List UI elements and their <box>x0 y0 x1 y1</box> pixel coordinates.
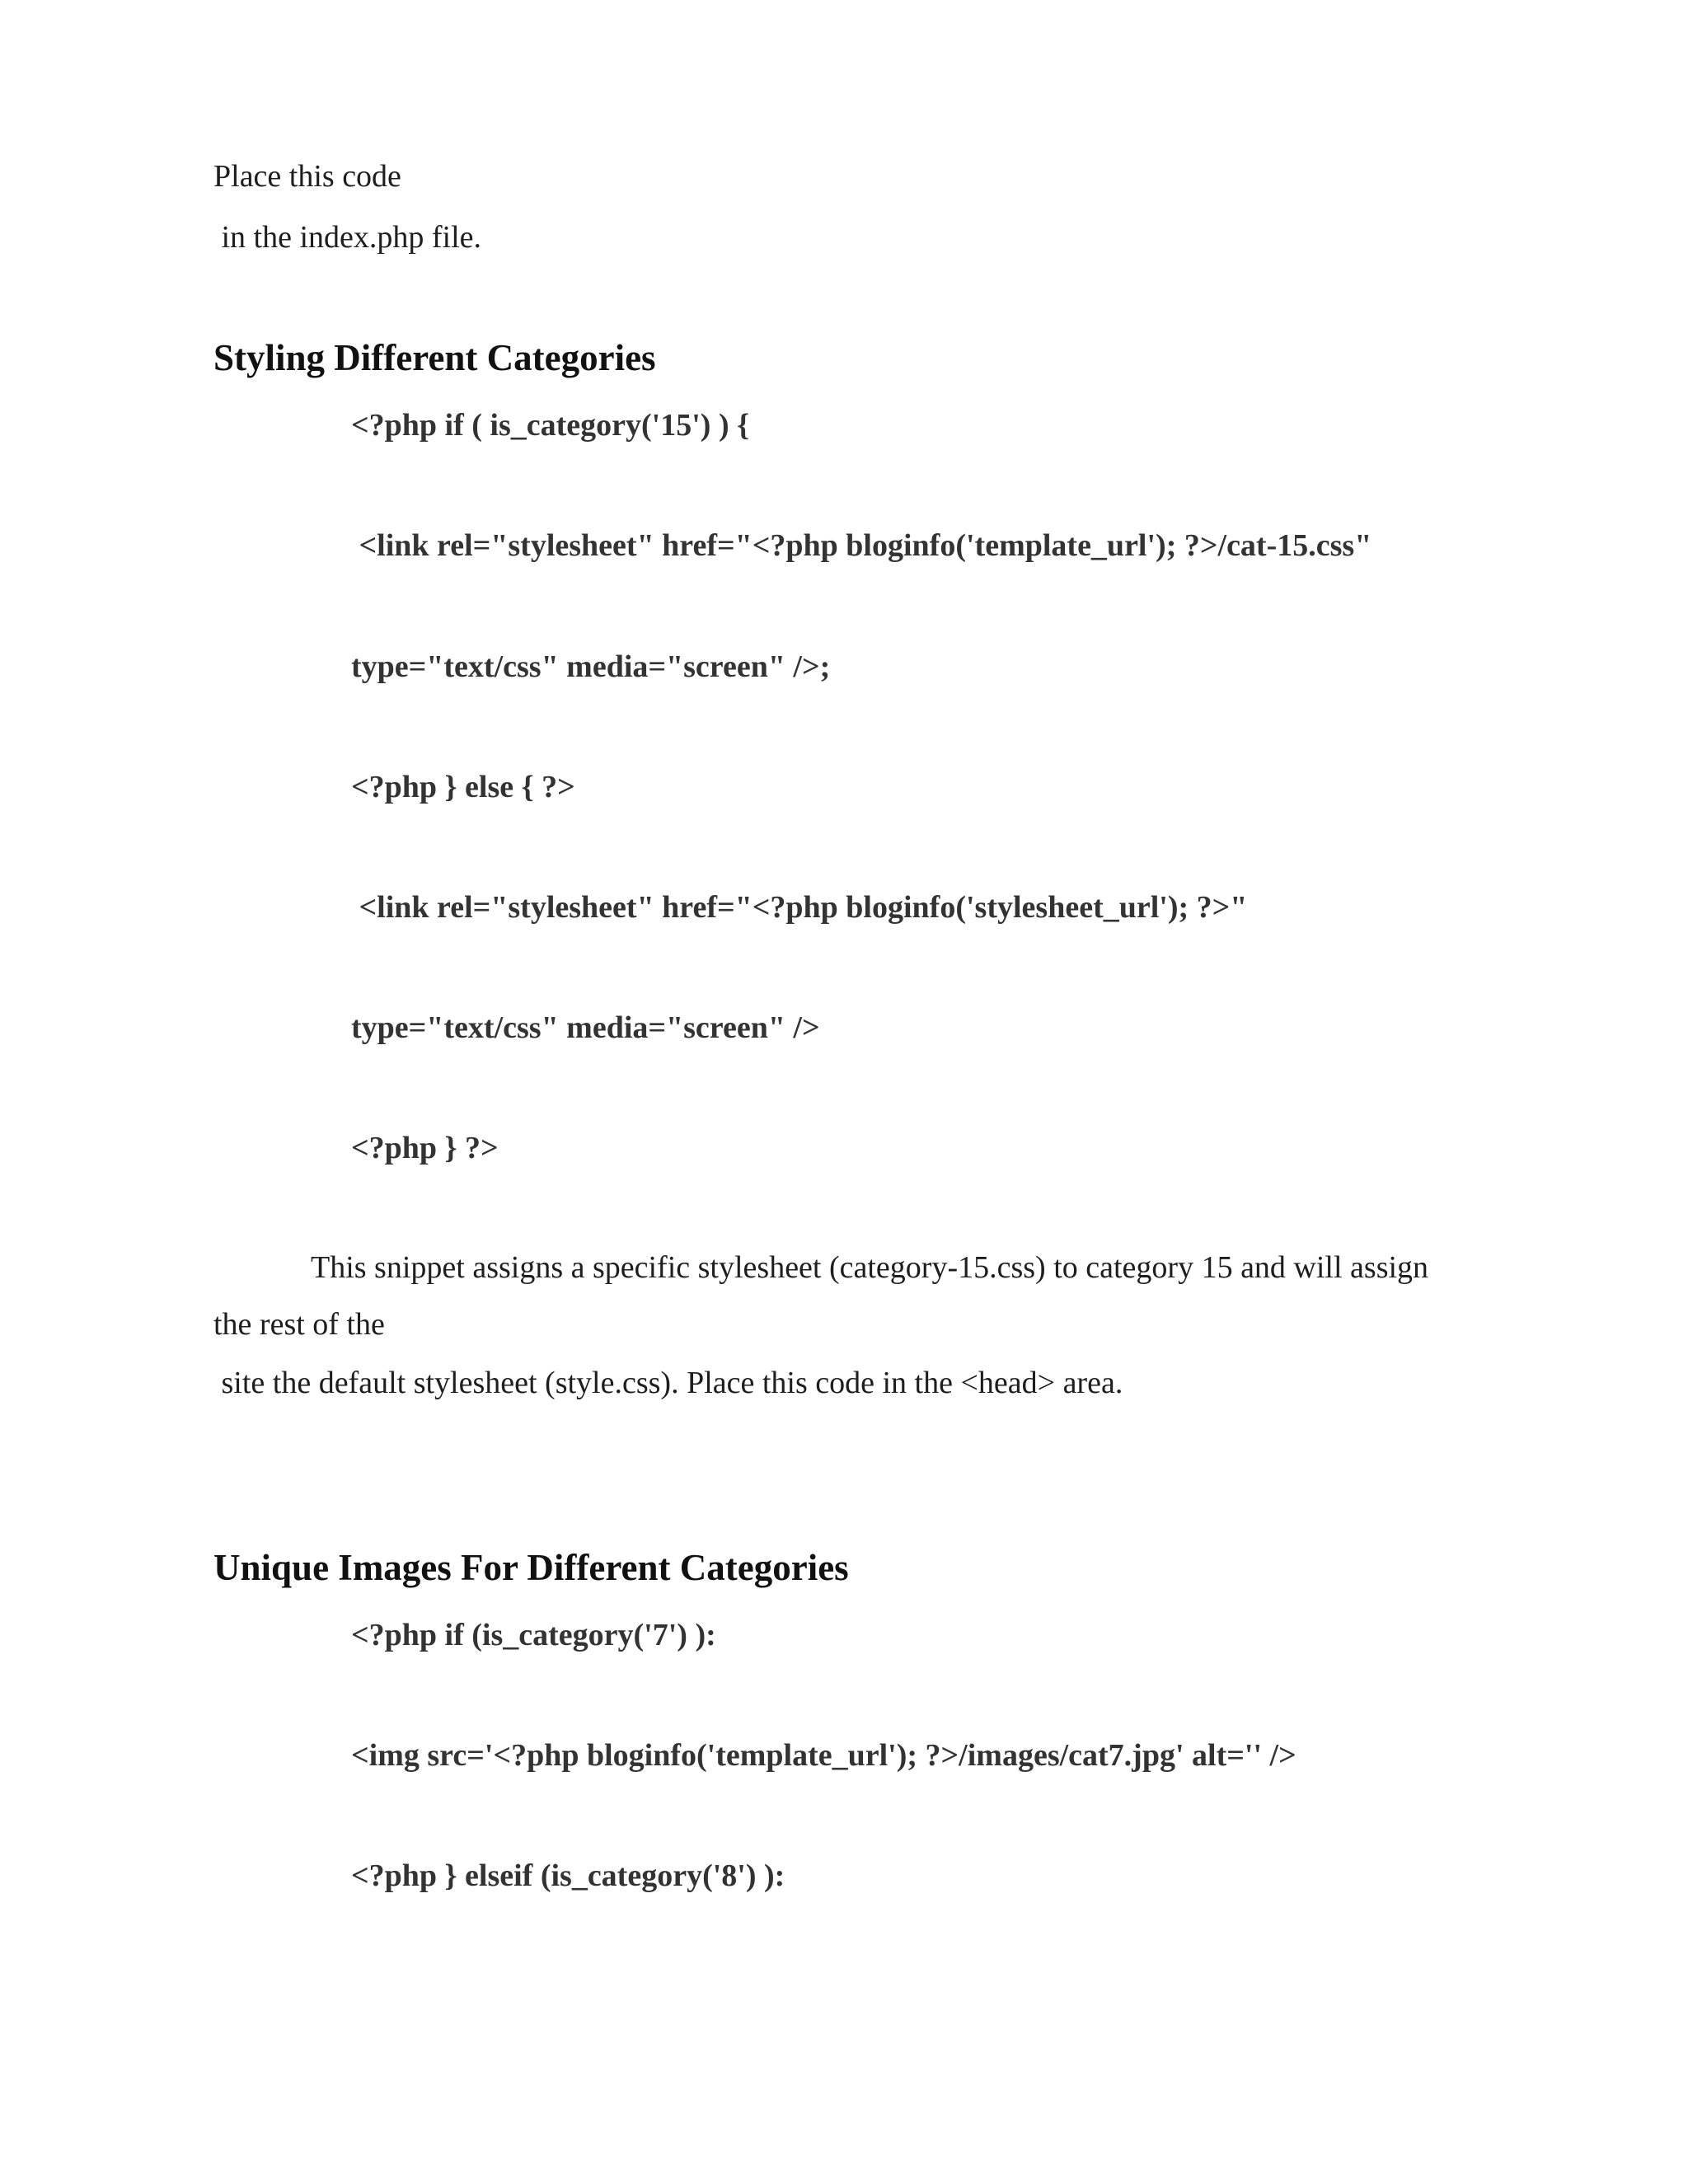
section-heading-styling-categories: Styling Different Categories <box>213 337 656 378</box>
intro-line-2: in the index.php file. <box>213 220 482 255</box>
intro-line-1: Place this code <box>213 159 401 194</box>
code-line: <?php } ?> <box>351 1131 499 1165</box>
section-heading-unique-images: Unique Images For Different Categories <box>213 1547 849 1588</box>
code-line: <link rel="stylesheet" href="<?php bloginfo('template_url'); ?>/cat-15.css" <box>351 528 1372 563</box>
code-line: <img src='<?php bloginfo('template_url'); ?>/images/cat7.jpg' alt='' /> <box>351 1738 1296 1773</box>
paragraph-line-3: site the default stylesheet (style.css). Place this code in the <head> area. <box>213 1366 1123 1400</box>
code-line: type="text/css" media="screen" />; <box>351 649 831 684</box>
code-line: <?php } elseif (is_category('8') ): <box>351 1858 785 1893</box>
code-line: <?php if (is_category('7') ): <box>351 1618 716 1652</box>
code-line: <?php } else { ?> <box>351 770 575 804</box>
code-line: <link rel="stylesheet" href="<?php bloginfo('stylesheet_url'); ?>" <box>351 890 1248 925</box>
code-line: type="text/css" media="screen" /> <box>351 1010 820 1045</box>
paragraph-line-2: the rest of the <box>213 1307 385 1342</box>
paragraph-line-1: This snippet assigns a specific stylesheet (category-15.css) to category 15 and will assign <box>311 1250 1429 1285</box>
code-line: <?php if ( is_category('15') ) { <box>351 408 750 443</box>
